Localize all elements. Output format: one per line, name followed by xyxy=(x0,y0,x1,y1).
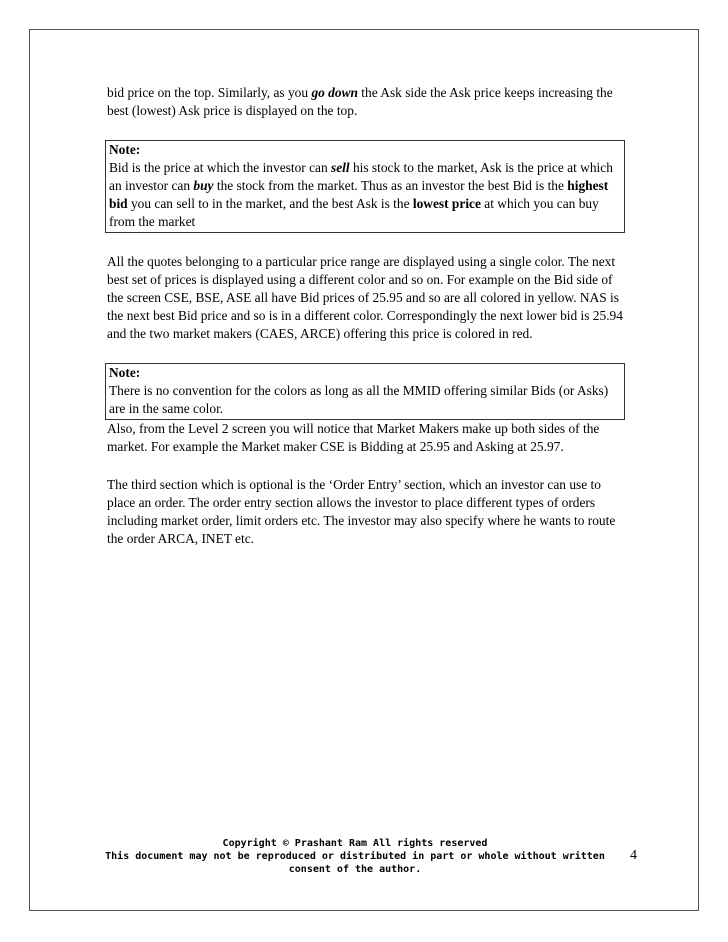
emphasis-go-down: go down xyxy=(311,85,358,100)
paragraph-bid-ask-order xyxy=(107,84,627,120)
paragraph-market-makers: Also, from the Level 2 screen you will notice that Market Makers make up both sides of the market. For example the Market maker CSE is Bidding at 25.95 and Asking at 25.97. xyxy=(107,421,600,454)
footer-line-consent: consent of the author. xyxy=(288,864,422,875)
text-span: the Ask side the Ask price keeps increasing the best (lowest) Ask price is displayed on the top. xyxy=(107,85,613,118)
emphasis-highest-bid: highest bid xyxy=(109,178,609,211)
note-text: There is no convention for the colors as long as all the MMID offering similar Bids (or Asks) are in the same color. xyxy=(109,383,609,416)
emphasis-lowest-price: lowest price xyxy=(412,196,481,211)
note-box-bid-ask xyxy=(105,140,625,233)
text-span: at which you can buy from the market xyxy=(109,196,599,229)
page-number: 4 xyxy=(630,848,637,863)
text-span: bid price on the top. Similarly, as you xyxy=(107,85,312,100)
paragraph-quote-colors: All the quotes belonging to a particular price range are displayed using a single color. The next best set of prices is displayed using a different color and so on. For example on the Bid side of the screen CSE, BSE, ASE all have Bid prices of 25.95 and so are all colored in yellow. NAS is the next best Bid price and so is in a different color. Correspondingly the next lower bid is 25.94 and the two market makers (CAES, ARCE) offering this price is colored in red. xyxy=(107,254,623,341)
text-span: you can sell to in the market, and the best Ask is the xyxy=(127,196,413,211)
document-body xyxy=(107,84,627,568)
footer-line-copyright: Copyright © Prashant Ram All rights reserved xyxy=(222,838,488,849)
paragraph-order-entry: The third section which is optional is the ‘Order Entry’ section, which an investor can use to place an order. The order entry section allows the investor to place different types of orders including market order, limit orders etc. The investor may also specify where he wants to route the order ARCA, INET etc. xyxy=(107,477,616,546)
emphasis-sell: sell xyxy=(331,160,350,175)
text-span: his stock to the market, Ask is the price at which an investor can xyxy=(109,160,613,193)
note-title: Note: xyxy=(109,142,141,157)
text-span: the stock from the market. Thus as an investor the best Bid is the xyxy=(213,178,568,193)
footer-copyright xyxy=(95,837,615,876)
note-text xyxy=(109,159,621,231)
footer-line-notice: This document may not be reproduced or distributed in part or whole without written xyxy=(105,851,605,862)
emphasis-buy: buy xyxy=(193,178,214,193)
note-title: Note: xyxy=(109,365,141,380)
note-box-colors xyxy=(105,363,625,420)
text-span: Bid is the price at which the investor can xyxy=(109,160,331,175)
